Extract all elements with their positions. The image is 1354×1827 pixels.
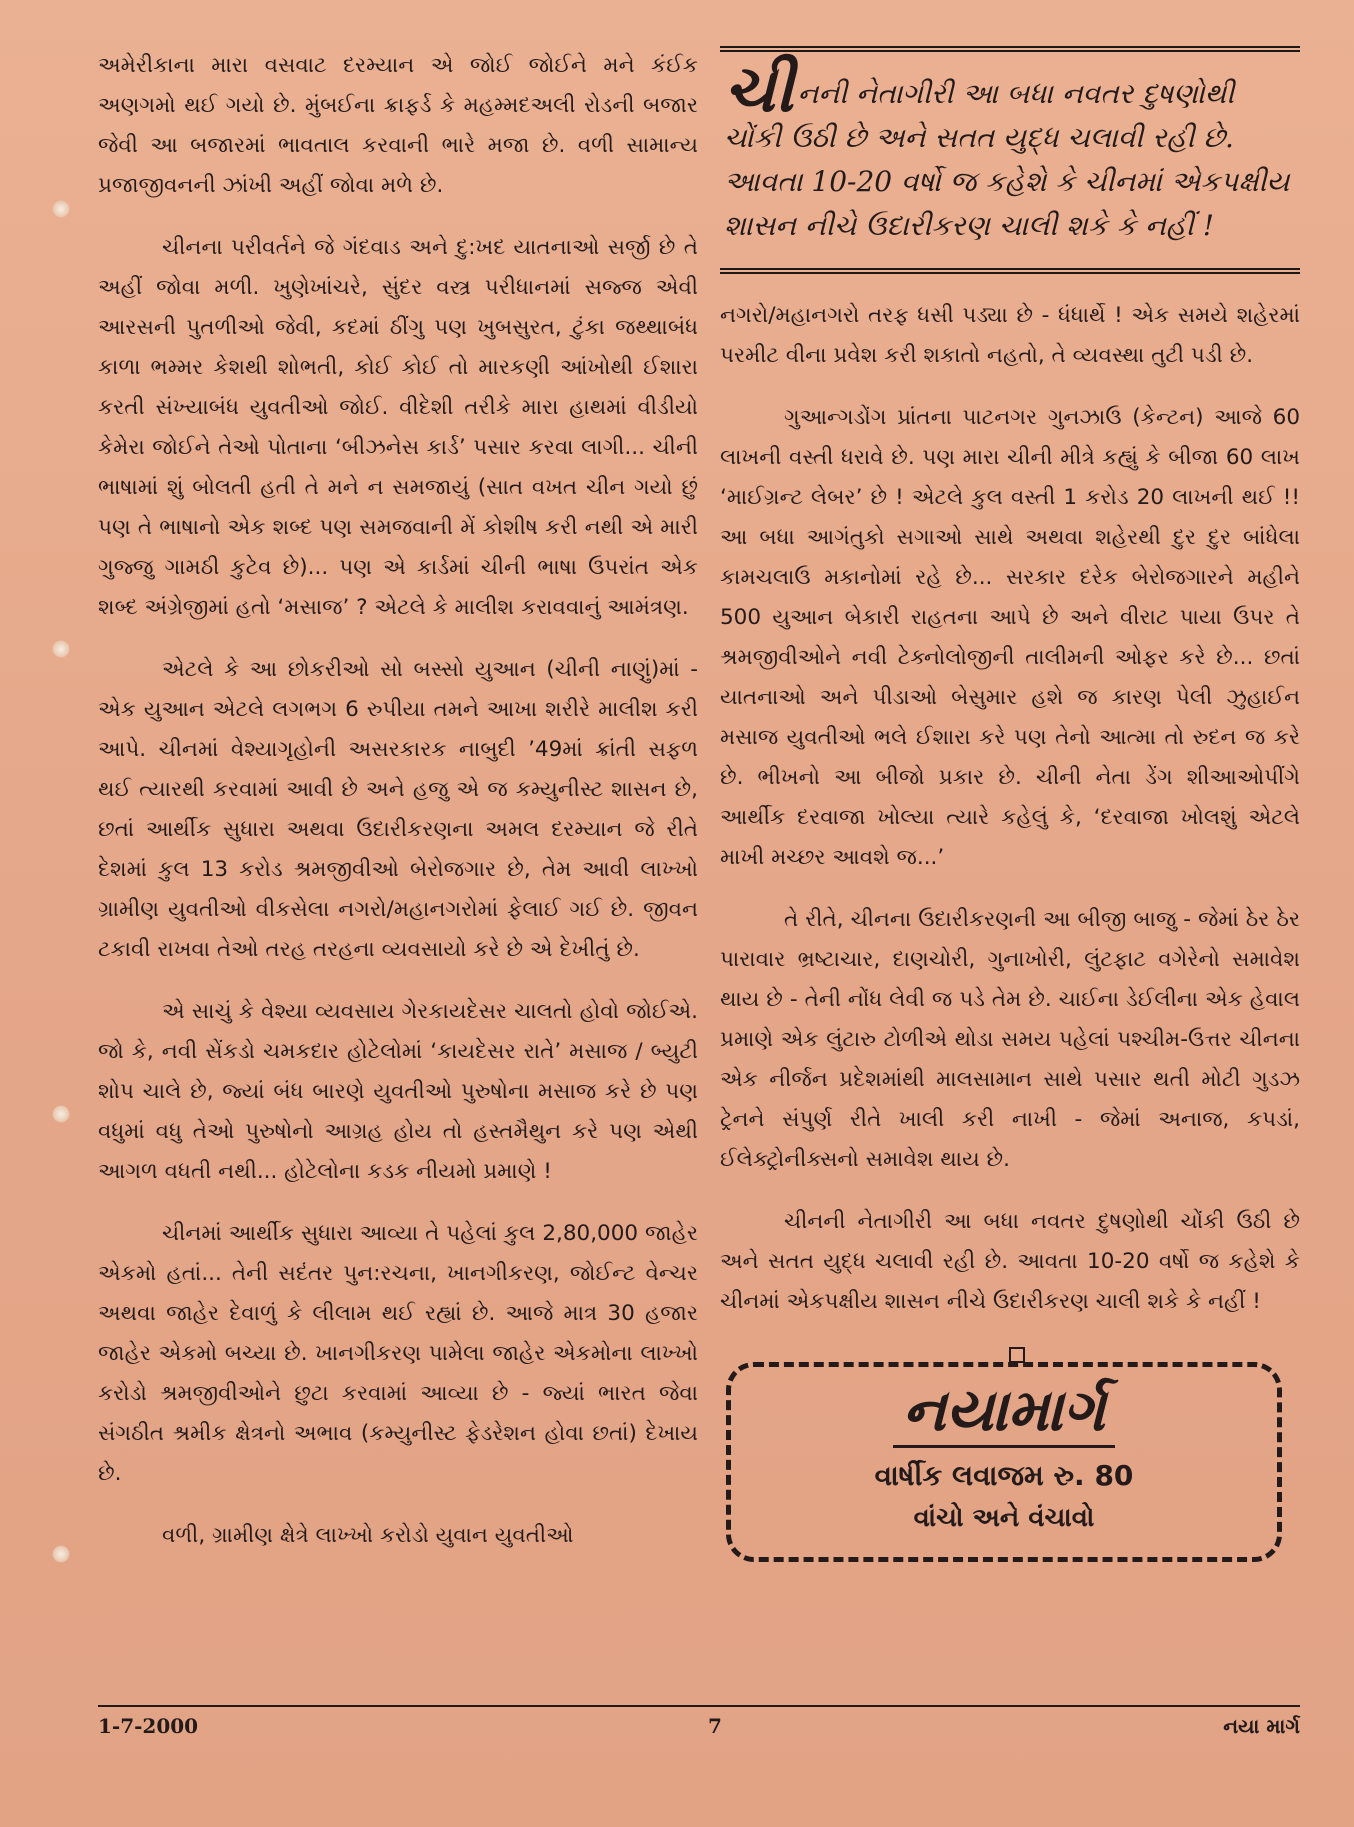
paragraph: નગરો/મહાનગરો તરફ ધસી પડ્યા છે - ધંધાર્થે ! એક સમયે શહેરમાં પરમીટ વીના પ્રવેશ કરી શકાતો નહતો, તે વ્યવસ્થા તુટી પડી છે.	[720, 303, 1300, 368]
pull-quote	[720, 46, 1300, 274]
right-column	[720, 46, 1300, 1562]
paragraph: ચીનના પરીવર્તને જે ગંદવાડ અને દુ:ખદ યાતનાઓ સર્જી છે તે અહીં જોવા મળી. ખુણેખાંચરે, સુંદર વસ્ત્ર પરીધાનમાં સજ્જ એવી આરસની પુતળીઓ જેવી, કદમાં ઠીંગુ પણ ખુબસુરત, ટુંકા જથ્થાબંધ કાળા ભમ્મર કેશથી શોભતી, કોઈ કોઈ તો મારકણી આંખોથી ઈશારા કરતી સંખ્યાબંધ યુવતીઓ જોઈ. વીદેશી તરીકે મારા હાથમાં વીડીયો કેમેરા જોઈને તેઓ પોતાના ‘બીઝનેસ કાર્ડ’ પસાર કરવા લાગી... ચીની ભાષામાં શું બોલતી હતી તે મને ન સમજાયું (સાત વખત ચીન ગયો છું પણ તે ભાષાનો એક શબ્દ પણ સમજવાની મેં કોશીષ કરી નથી એ મારી ગુજ્જુ ગામઠી કુટેવ છે)... પણ એ કાર્ડમાં ચીની ભાષા ઉપરાંત એક શબ્દ અંગ્રેજીમાં હતો ‘મસાજ’ ? એટલે કે માલીશ કરાવવાનું આમંત્રણ.	[98, 235, 698, 620]
paragraph: ચીનમાં આર્થીક સુધારા આવ્યા તે પહેલાં કુલ 2,80,000 જાહેર એકમો હતાં... તેની સદંતર પુન:રચના, ખાનગીકરણ, જોઈન્ટ વેન્ચર અથવા જાહેર દેવાળું કે લીલામ થઈ રહ્યાં છે. આજે માત્ર 30 હજાર જાહેર એકમો બચ્યા છે. ખાનગીકરણ પામેલા જાહેર એકમોના લાખ્ખો કરોડો શ્રમજીવીઓને છુટા કરવામાં આવ્યા છે - જ્યાં ભારત જેવા સંગઠીત શ્રમીક ક્ષેત્રનો અભાવ (કમ્યુનીસ્ટ ફેડરેશન હોવા છતાં) દેખાય છે.	[98, 1221, 698, 1486]
page-footer	[98, 1714, 1300, 1754]
pull-quote-text	[724, 52, 1294, 248]
paragraph: એટલે કે આ છોકરીઓ સો બસ્સો યુઆન (ચીની નાણું)માં - એક યુઆન એટલે લગભગ 6 રુપીયા તમને આખા શરીરે માલીશ કરી આપે. ચીનમાં વેશ્યાગૃહોની અસરકારક નાબુદી ’49માં ક્રાંતી સફળ થઈ ત્યારથી કરવામાં આવી છે અને હજુ એ જ કમ્યુનીસ્ટ શાસન છે, છતાં આર્થીક સુધારા અથવા ઉદારીકરણના અમલ દરમ્યાન જે રીતે દેશમાં કુલ 13 કરોડ શ્રમજીવીઓ બેરોજગાર છે, તેમ આવી લાખ્ખો ગ્રામીણ યુવતીઓ વીકસેલા નગરો/મહાનગરોમાં ફેલાઈ ગઈ છે. જીવન ટકાવી રાખવા તેઓ તરહ તરહના વ્યવસાયો કરે છે એ દેખીતું છે.	[98, 657, 698, 962]
paragraph: વળી, ગ્રામીણ ક્ષેત્રે લાખ્ખો કરોડો યુવાન યુવતીઓ	[162, 1523, 574, 1548]
checkbox-icon	[1009, 1347, 1025, 1363]
subscription-ad	[726, 1362, 1282, 1562]
drop-cap: ચી	[724, 52, 794, 127]
left-column	[98, 46, 698, 1578]
magazine-name: નયા માર્ગ	[1223, 1714, 1300, 1738]
paragraph: અમેરીકાના મારા વસવાટ દરમ્યાન એ જોઈ જોઈને મને કંઈક અણગમો થઈ ગયો છે. મુંબઈના ક્રાફર્ડ કે મહમ્મદઅલી રોડની બજાર જેવી આ બજારમાં ભાવતાલ કરવાની ભારે મજા છે. વળી સામાન્ય પ્રજાજીવનની ઝાંખી અહીં જોવા મળે છે.	[98, 53, 698, 198]
ad-title: નયામાર્ગ	[893, 1375, 1115, 1448]
page-number: 7	[708, 1714, 722, 1738]
staple-hole-icon	[52, 640, 70, 658]
ad-slogan: વાંચો અને વંચાવો	[913, 1503, 1095, 1533]
pull-quote-body: નની નેતાગીરી આ બધા નવતર દુષણોથી ચોંકી ઉઠી છે અને સતત યુદ્ધ ચલાવી રહી છે. આવતા 10-20 વર્ષો જ કહેશે કે ચીનમાં એકપક્ષીય શાસન નીચે ઉદારીકરણ ચાલી શકે કે નહીં !	[724, 77, 1290, 242]
footer-divider	[98, 1705, 1300, 1707]
staple-hole-icon	[52, 200, 70, 218]
paragraph: તે રીતે, ચીનના ઉદારીકરણની આ બીજી બાજુ - જેમાં ઠેર ઠેર પારાવાર ભ્રષ્ટાચાર, દાણચોરી, ગુનાખોરી, લુંટફાટ વગેરેનો સમાવેશ થાય છે - તેની નોંધ લેવી જ પડે તેમ છે. ચાઈના ડેઈલીના એક હેવાલ પ્રમાણે એક લુંટારુ ટોળીએ થોડા સમય પહેલાં પશ્ચીમ-ઉત્તર ચીનના એક નીર્જન પ્રદેશમાંથી માલસામાન સાથે પસાર થતી મોટી ગુડઝ ટ્રેનને સંપુર્ણ રીતે ખાલી કરી નાખી - જેમાં અનાજ, કપડાં, ઈલેક્ટ્રોનીક્સનો સમાવેશ થાય છે.	[720, 907, 1300, 1172]
paragraph: ગુઆન્ગડોંગ પ્રાંતના પાટનગર ગુનઝાઉ (કેન્ટન) આજે 60 લાખની વસ્તી ધરાવે છે. પણ મારા ચીની મીત્રે કહ્યું કે બીજા 60 લાખ ‘માઈગ્રન્ટ લેબર’ છે ! એટલે કુલ વસ્તી 1 કરોડ 20 લાખની થઈ !! આ બધા આગંતુકો સગાઓ સાથે અથવા શહેરથી દુર દુર બાંધેલા કામચલાઉ મકાનોમાં રહે છે... સરકાર દરેક બેરોજગારને મહીને 500 યુઆન બેકારી રાહતના આપે છે અને વીરાટ પાયા ઉપર તે શ્રમજીવીઓને નવી ટેક્નોલોજીની તાલીમની ઓફર કરે છે... છતાં યાતનાઓ અને પીડાઓ બેસુમાર હશે જ કારણ પેલી ઝુહાઈન મસાજ યુવતીઓ ભલે ઈશારા કરે પણ તેનો આત્મા તો રુદન જ કરે છે. ભીખનો આ બીજો પ્રકાર છે. ચીની નેતા ડેંગ શીઆઓપીંગે આર્થીક દરવાજા ખોલ્યા ત્યારે કહેલું કે, ‘દરવાજા ખોલશું એટલે માખી મચ્છર આવશે જ...’	[720, 405, 1300, 870]
staple-hole-icon	[52, 1545, 70, 1563]
staple-hole-icon	[52, 1105, 70, 1123]
paragraph: ચીનની નેતાગીરી આ બધા નવતર દુષણોથી ચોંકી ઉઠી છે અને સતત યુદ્ધ ચલાવી રહી છે. આવતા 10-20 વર્ષો જ કહેશે કે ચીનમાં એકપક્ષીય શાસન નીચે ઉદારીકરણ ચાલી શકે કે નહીં !	[720, 1209, 1300, 1314]
footer-date: 1-7-2000	[98, 1714, 199, 1738]
ad-subscription-price: વાર્ષીક લવાજમ રુ. 80	[874, 1459, 1134, 1492]
paragraph: એ સાચું કે વેશ્યા વ્યવસાય ગેરકાયદેસર ચાલતો હોવો જોઈએ. જો કે, નવી સેંકડો ચમકદાર હોટેલોમાં ‘કાયદેસર રાતે’ મસાજ / બ્યુટી શોપ ચાલે છે, જ્યાં બંધ બારણે યુવતીઓ પુરુષોના મસાજ કરે છે પણ વધુમાં વધુ તેઓ પુરુષોનો આગ્રહ હોય તો હસ્તમૈથુન કરે પણ એથી આગળ વધતી નથી... હોટેલોના કડક નીયમો પ્રમાણે !	[98, 999, 698, 1184]
